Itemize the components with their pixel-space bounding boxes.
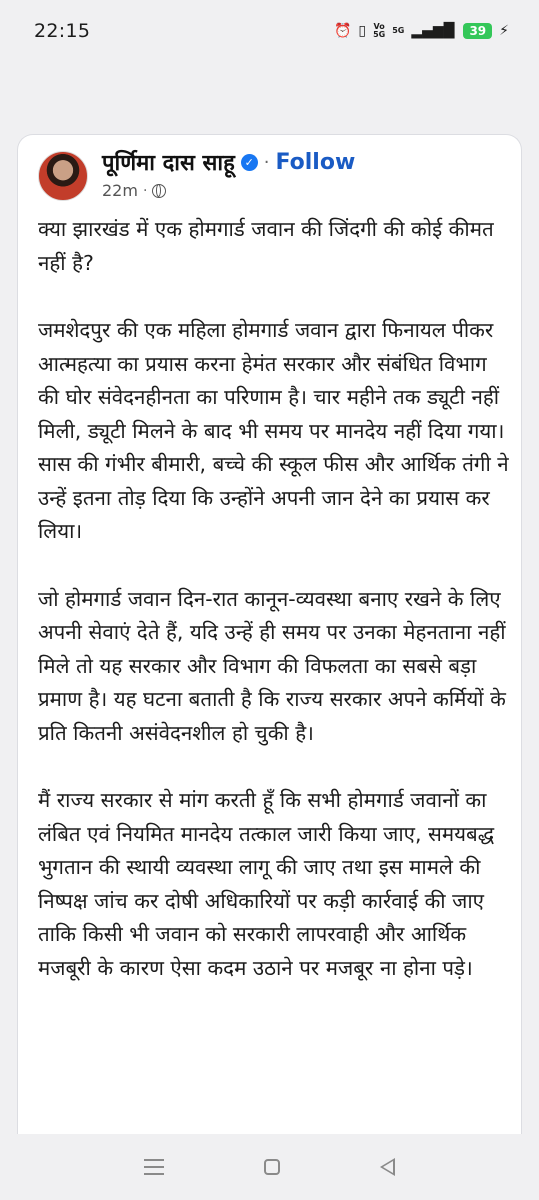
- post-paragraph: जमशेदपुर की एक महिला होमगार्ड जवान द्वारा फिनायल पीकर आत्महत्या का प्रयास करना हेमंत सरकार और संबंधित विभाग की घोर संवेदनहीनता का परिणाम है। चार महीने तक ड्यूटी नहीं मिली, ड्यूटी मिलने के बाद भी समय पर मानदेय नहीं दिया गया। सास की गंभीर बीमारी, बच्चे की स्कूल फीस और आर्थिक तंगी ने उन्हें इतना तोड़ दिया कि उन्होंने अपनी जान देने का प्रयास कर लिया।: [38, 318, 509, 543]
- charging-icon: ⚡: [499, 23, 509, 39]
- follow-button[interactable]: Follow: [275, 149, 356, 175]
- author-line: [102, 147, 355, 177]
- post-header: [38, 151, 355, 201]
- post-paragraph: मैं राज्य सरकार से मांग करती हूँ कि सभी होमगार्ड जवानों का लंबित एवं नियमित मानदेय तत्काल जारी किया जाए, समयबद्ध भुगतान की स्थायी व्यवस्था लागू की जाए तथा इस मामले की निष्पक्ष जांच कर दोषी अधिकारियों पर कड़ी कार्रवाई की जाए ताकि किसी भी जवान को सरकारी लापरवाही और आर्थिक मजबूरी के कारण ऐसा कदम उठाने पर मजबूर ना होना पड़े।: [38, 788, 495, 980]
- vibrate-icon: ▯: [358, 23, 367, 39]
- back-icon[interactable]: [380, 1158, 395, 1176]
- signal-icon: ▂▄▆█: [411, 23, 455, 39]
- status-time: 22:15: [34, 20, 91, 42]
- volte-indicator: Vo 5G: [373, 22, 386, 39]
- avatar[interactable]: [38, 151, 88, 201]
- alarm-icon: ⏰: [333, 23, 352, 39]
- separator-dot: ·: [142, 182, 148, 199]
- author-name[interactable]: पूर्णिमा दास साहू: [102, 151, 235, 176]
- battery-icon: 39: [463, 23, 492, 39]
- recents-icon[interactable]: [144, 1159, 164, 1175]
- status-icons: [334, 23, 509, 39]
- post-text: [38, 213, 513, 1019]
- separator-dot: ·: [263, 151, 270, 173]
- verified-badge-icon: ✓: [241, 154, 258, 171]
- post-meta: [102, 151, 355, 201]
- navigation-bar: [0, 1134, 539, 1200]
- status-bar: [0, 0, 539, 62]
- post-paragraph: क्या झारखंड में एक होमगार्ड जवान की जिंदगी की कोई कीमत नहीं है?: [38, 217, 494, 275]
- home-icon[interactable]: [264, 1159, 280, 1175]
- network-type: 5G: [392, 26, 405, 35]
- post-card: [17, 134, 522, 1134]
- post-paragraph: जो होमगार्ड जवान दिन-रात कानून-व्यवस्था बनाए रखने के लिए अपनी सेवाएं देते हैं, यदि उन्हें ही समय पर उनका मेहनताना नहीं मिले तो यह सरकार और विभाग की विफलता का सबसे बड़ा प्रमाण है। यह घटना बताती है कि राज्य सरकार अपने कर्मियों के प्रति कितनी असंवेदनशील हो चुकी है।: [38, 586, 506, 745]
- post-timestamp[interactable]: 22m: [102, 181, 138, 200]
- globe-icon: [152, 184, 166, 198]
- post-time-line: [102, 181, 355, 200]
